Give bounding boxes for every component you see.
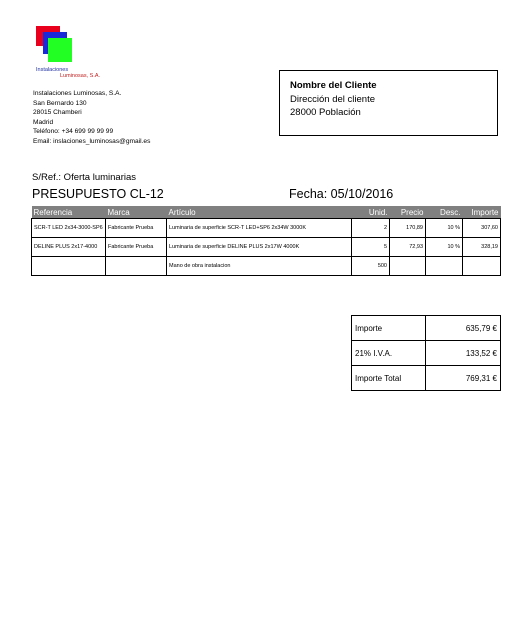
cell-referencia: SCR-T LED 2x34-3000-SP6 (32, 219, 106, 238)
cell-marca: Fabricante Prueba (106, 238, 167, 257)
company-logo (36, 26, 106, 80)
company-name: Instalaciones Luminosas, S.A. (33, 90, 122, 97)
col-header-importe: Importe (463, 206, 501, 219)
col-header-referencia: Referencia (32, 206, 106, 219)
cell-unidades: 500 (352, 257, 390, 276)
col-header-marca: Marca (106, 206, 167, 219)
company-email: Email: inslaciones_luminosas@gmail.es (33, 137, 151, 145)
totals-value-importe: 635,79 € (426, 316, 501, 341)
cell-marca: Fabricante Prueba (106, 219, 167, 238)
totals-table (351, 315, 501, 391)
cell-importe: 307,60 (463, 219, 501, 238)
cell-precio: 170,89 (390, 219, 426, 238)
table-row (32, 238, 501, 257)
cell-importe (463, 257, 501, 276)
logo-green-square (48, 38, 72, 62)
cell-referencia (32, 257, 106, 276)
items-header-row (32, 206, 501, 219)
cell-descuento (426, 257, 463, 276)
cell-descuento: 10 % (426, 219, 463, 238)
company-info (33, 89, 150, 146)
totals-label-total: Importe Total (352, 366, 426, 391)
totals-row-importe (352, 316, 501, 341)
company-phone: Teléfono: +34 699 99 99 99 (33, 128, 114, 135)
totals-row-iva (352, 341, 501, 366)
col-header-unidades: Unid. (352, 206, 390, 219)
totals-value-total: 769,31 € (426, 366, 501, 391)
client-name: Nombre del Cliente (290, 80, 377, 91)
document-title: PRESUPUESTO CL-12 (32, 187, 164, 201)
cell-marca (106, 257, 167, 276)
customer-reference: S/Ref.: Oferta luminarias (32, 172, 137, 183)
totals-label-importe: Importe (352, 316, 426, 341)
company-postal: 28015 Chamberi (33, 109, 82, 116)
cell-precio: 72,93 (390, 238, 426, 257)
cell-referencia: DELINE PLUS 2x17-4000 (32, 238, 106, 257)
cell-articulo: Luminaria de superficie SCR-T LED+SP6 2x34W 3000K (167, 219, 352, 238)
totals-row-total (352, 366, 501, 391)
client-city: 28000 Población (290, 107, 361, 118)
logo-text-line1: Instalaciones (36, 67, 69, 73)
table-row (32, 257, 501, 276)
cell-unidades: 2 (352, 219, 390, 238)
cell-unidades: 5 (352, 238, 390, 257)
totals-value-iva: 133,52 € (426, 341, 501, 366)
cell-precio (390, 257, 426, 276)
cell-articulo: Luminaria de superficie DELINE PLUS 2x17W 4000K (167, 238, 352, 257)
document-date: Fecha: 05/10/2016 (289, 187, 394, 201)
company-street: San Bernardo 130 (33, 99, 87, 107)
items-table (31, 206, 501, 276)
table-row (32, 219, 501, 238)
col-header-articulo: Artículo (167, 206, 352, 219)
client-address: Dirección del cliente (290, 93, 376, 105)
cell-articulo: Mano de obra instalacion (167, 257, 352, 276)
col-header-descuento: Desc. (426, 206, 463, 219)
cell-descuento: 10 % (426, 238, 463, 257)
logo-text-line2: Luminosas, S.A. (60, 73, 101, 79)
client-box (279, 70, 498, 136)
col-header-precio: Precio (390, 206, 426, 219)
company-city: Madrid (33, 118, 54, 126)
cell-importe: 328,19 (463, 238, 501, 257)
totals-label-iva: 21% I.V.A. (352, 341, 426, 366)
